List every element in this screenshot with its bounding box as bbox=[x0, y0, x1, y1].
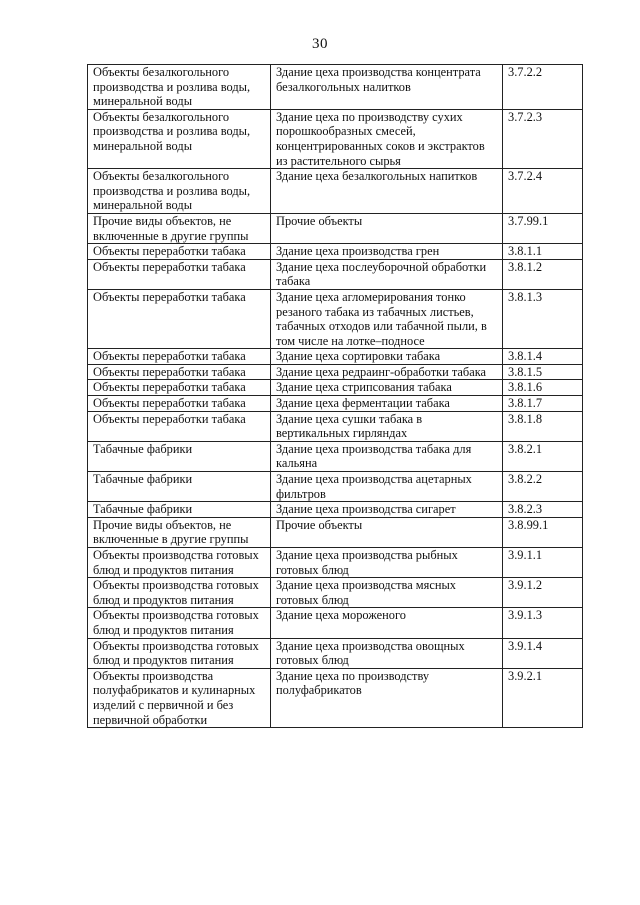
cell-description: Здание цеха производства табака для кальяна bbox=[271, 441, 503, 471]
cell-description: Здание цеха производства мясных готовых блюд bbox=[271, 578, 503, 608]
cell-code: 3.8.1.8 bbox=[503, 411, 583, 441]
objects-table-body bbox=[88, 65, 583, 728]
cell-code: 3.8.1.7 bbox=[503, 396, 583, 412]
cell-code: 3.9.2.1 bbox=[503, 668, 583, 727]
cell-category: Объекты переработки табака bbox=[88, 259, 271, 289]
cell-category: Прочие виды объектов, не включенные в другие группы bbox=[88, 213, 271, 243]
cell-category: Объекты переработки табака bbox=[88, 289, 271, 348]
cell-category: Прочие виды объектов, не включенные в другие группы bbox=[88, 517, 271, 547]
cell-description: Здание цеха производства ацетарных фильтров bbox=[271, 472, 503, 502]
table-row bbox=[88, 109, 583, 168]
cell-description: Здание цеха сушки табака в вертикальных гирляндах bbox=[271, 411, 503, 441]
cell-code: 3.7.2.4 bbox=[503, 169, 583, 214]
cell-category: Табачные фабрики bbox=[88, 441, 271, 471]
table-row bbox=[88, 259, 583, 289]
cell-code: 3.7.2.2 bbox=[503, 65, 583, 110]
cell-code: 3.8.2.3 bbox=[503, 502, 583, 518]
cell-code: 3.7.99.1 bbox=[503, 213, 583, 243]
cell-code: 3.8.1.6 bbox=[503, 380, 583, 396]
cell-category: Объекты переработки табака bbox=[88, 244, 271, 260]
table-row bbox=[88, 411, 583, 441]
cell-code: 3.8.1.3 bbox=[503, 289, 583, 348]
cell-category: Объекты безалкогольного производства и розлива воды, минеральной воды bbox=[88, 65, 271, 110]
table-row bbox=[88, 638, 583, 668]
cell-code: 3.8.99.1 bbox=[503, 517, 583, 547]
cell-code: 3.9.1.1 bbox=[503, 548, 583, 578]
cell-code: 3.8.2.1 bbox=[503, 441, 583, 471]
table-row bbox=[88, 472, 583, 502]
cell-category: Объекты безалкогольного производства и розлива воды, минеральной воды bbox=[88, 109, 271, 168]
cell-description: Здание цеха безалкогольных напитков bbox=[271, 169, 503, 214]
cell-category: Объекты переработки табака bbox=[88, 411, 271, 441]
cell-category: Объекты переработки табака bbox=[88, 349, 271, 365]
table-row bbox=[88, 289, 583, 348]
cell-category: Объекты производства готовых блюд и продуктов питания bbox=[88, 608, 271, 638]
cell-description: Здание цеха сортировки табака bbox=[271, 349, 503, 365]
table-row bbox=[88, 213, 583, 243]
cell-category: Объекты производства полуфабрикатов и кулинарных изделий с первичной и без первичной обработки bbox=[88, 668, 271, 727]
cell-description: Здание цеха агломерирования тонко резаного табака из табачных листьев, табачных отходов или табачной пыли, в том числе на лотке–подносе bbox=[271, 289, 503, 348]
cell-description: Здание цеха производства сигарет bbox=[271, 502, 503, 518]
table-row bbox=[88, 364, 583, 380]
cell-code: 3.9.1.3 bbox=[503, 608, 583, 638]
table-row bbox=[88, 65, 583, 110]
cell-code: 3.9.1.4 bbox=[503, 638, 583, 668]
cell-description: Прочие объекты bbox=[271, 517, 503, 547]
cell-category: Объекты переработки табака bbox=[88, 380, 271, 396]
table-row bbox=[88, 517, 583, 547]
cell-description: Здание цеха производства овощных готовых блюд bbox=[271, 638, 503, 668]
cell-code: 3.8.2.2 bbox=[503, 472, 583, 502]
cell-category: Объекты производства готовых блюд и продуктов питания bbox=[88, 638, 271, 668]
cell-description: Здание цеха производства рыбных готовых блюд bbox=[271, 548, 503, 578]
cell-code: 3.9.1.2 bbox=[503, 578, 583, 608]
cell-description: Здание цеха производства грен bbox=[271, 244, 503, 260]
objects-table bbox=[87, 64, 583, 728]
table-row bbox=[88, 169, 583, 214]
cell-description: Здание цеха мороженого bbox=[271, 608, 503, 638]
table-row bbox=[88, 396, 583, 412]
table-row bbox=[88, 668, 583, 727]
cell-code: 3.8.1.4 bbox=[503, 349, 583, 365]
page-number: 30 bbox=[312, 36, 328, 52]
cell-description: Здание цеха по производству сухих порошкообразных смесей, концентрированных соков и экстрактов из растительного сырья bbox=[271, 109, 503, 168]
table-row bbox=[88, 578, 583, 608]
table-row bbox=[88, 244, 583, 260]
cell-description: Прочие объекты bbox=[271, 213, 503, 243]
cell-code: 3.8.1.5 bbox=[503, 364, 583, 380]
table-row bbox=[88, 502, 583, 518]
cell-description: Здание цеха стрипсования табака bbox=[271, 380, 503, 396]
cell-description: Здание цеха производства концентрата безалкогольных налитков bbox=[271, 65, 503, 110]
table-row bbox=[88, 608, 583, 638]
table-row bbox=[88, 380, 583, 396]
table-row bbox=[88, 548, 583, 578]
cell-category: Объекты безалкогольного производства и розлива воды, минеральной воды bbox=[88, 169, 271, 214]
cell-description: Здание цеха редраинг-обработки табака bbox=[271, 364, 503, 380]
table-row bbox=[88, 349, 583, 365]
cell-category: Табачные фабрики bbox=[88, 502, 271, 518]
cell-category: Табачные фабрики bbox=[88, 472, 271, 502]
cell-code: 3.7.2.3 bbox=[503, 109, 583, 168]
cell-category: Объекты производства готовых блюд и продуктов питания bbox=[88, 548, 271, 578]
cell-code: 3.8.1.1 bbox=[503, 244, 583, 260]
cell-category: Объекты переработки табака bbox=[88, 364, 271, 380]
cell-code: 3.8.1.2 bbox=[503, 259, 583, 289]
cell-description: Здание цеха по производству полуфабрикатов bbox=[271, 668, 503, 727]
cell-description: Здание цеха послеуборочной обработки табака bbox=[271, 259, 503, 289]
cell-description: Здание цеха ферментации табака bbox=[271, 396, 503, 412]
cell-category: Объекты производства готовых блюд и продуктов питания bbox=[88, 578, 271, 608]
cell-category: Объекты переработки табака bbox=[88, 396, 271, 412]
table-row bbox=[88, 441, 583, 471]
